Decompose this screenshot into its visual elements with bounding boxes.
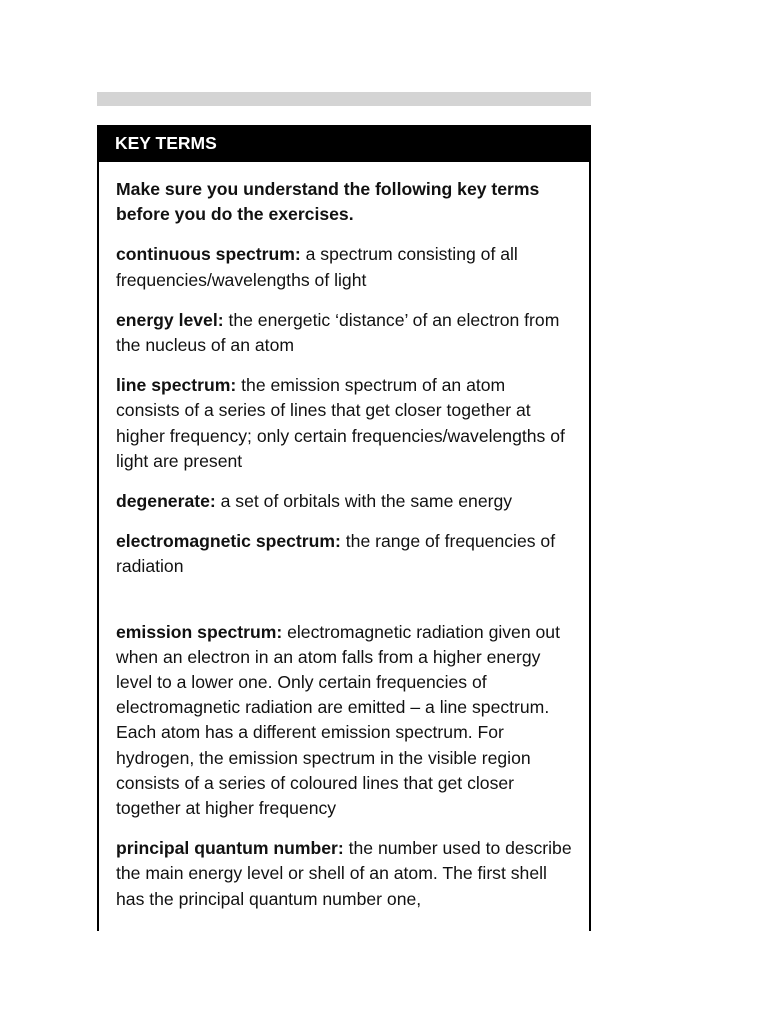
term-label: line spectrum: [116,375,237,396]
key-terms-header: KEY TERMS [99,125,589,162]
term-line-spectrum [116,373,573,474]
term-label: energy level: [116,309,224,330]
term-definition: electromagnetic radiation given out when an electron in an atom falls from a higher energy level to a lower one. Only certain frequencies of electromagnetic radiation are emitted – a line spectrum. Each atom has a different emission spectrum. For hydrogen, the emission spectrum in the visible region consists of a series of coloured lines that get closer together at higher frequency [116,621,560,819]
term-label: continuous spectrum: [116,244,301,265]
term-label: emission spectrum: [116,621,283,642]
term-definition: the energetic ‘distance’ of an electron from the nucleus of an atom [116,309,560,356]
term-definition: a spectrum consisting of all frequencies/wavelengths of light [116,244,518,290]
top-divider-bar [97,92,591,106]
term-energy-level [116,308,573,358]
key-terms-body [99,162,589,912]
term-label: electromagnetic spectrum: [116,531,341,552]
term-continuous-spectrum [116,242,573,292]
term-electromagnetic-spectrum [116,529,573,579]
key-terms-box [97,125,591,931]
term-label: degenerate: [116,491,216,512]
term-definition: the emission spectrum of an atom consists of a series of lines that get closer together at higher frequency; only certain frequencies/wavelengths of light are present [116,375,565,471]
term-principal-quantum-number [116,836,573,912]
term-emission-spectrum [116,620,573,822]
term-definition: a set of orbitals with the same energy [215,491,513,512]
intro-text: Make sure you understand the following key terms before you do the exercises. [116,179,540,225]
term-degenerate [116,489,573,514]
term-label: principal quantum number: [116,838,344,859]
term-definition: the range of frequencies of radiation [116,531,556,577]
term-definition: the number used to describe the main energy level or shell of an atom. The first shell has the principal quantum number one, [116,838,572,909]
